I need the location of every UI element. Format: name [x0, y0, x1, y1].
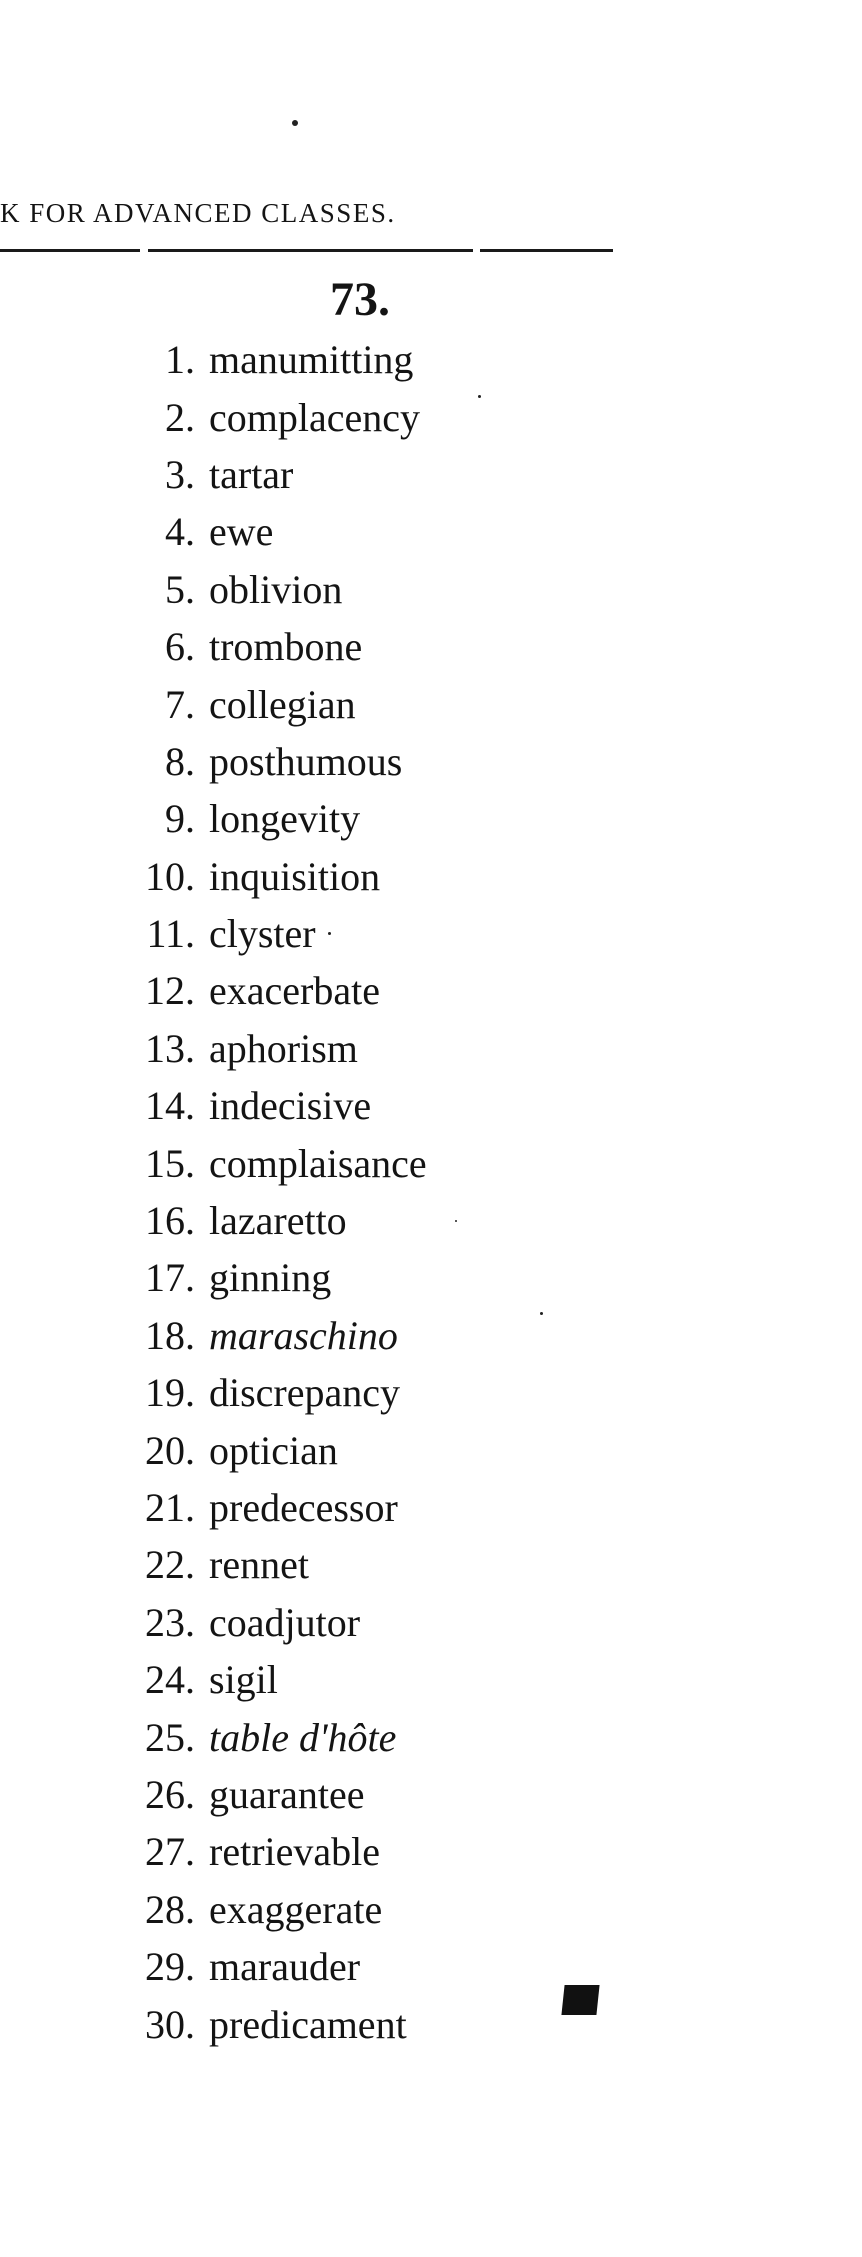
item-word: collegian: [209, 681, 356, 727]
item-word: complaisance: [209, 1140, 427, 1186]
list-item: [90, 1020, 427, 1077]
list-item: [90, 561, 427, 618]
item-number: 30.: [145, 2001, 195, 2047]
item-word: longevity: [209, 796, 361, 842]
list-item: [90, 1594, 427, 1651]
list-item: [90, 1938, 427, 1995]
item-word: clyster: [209, 911, 316, 957]
item-number: 24.: [145, 1657, 195, 1703]
item-number: 6.: [165, 624, 195, 670]
list-item: [90, 1134, 427, 1191]
ink-speck: [292, 120, 298, 126]
item-number: 16.: [145, 1198, 195, 1244]
item-number: 18.: [145, 1312, 195, 1358]
item-number: 7.: [165, 681, 195, 727]
ink-speck: [540, 1312, 543, 1315]
item-number: 25.: [145, 1714, 195, 1760]
item-word: discrepancy: [209, 1370, 401, 1416]
list-item: [90, 675, 427, 732]
item-number: 8.: [165, 738, 195, 784]
item-number: 20.: [145, 1427, 195, 1473]
list-item: [90, 848, 427, 905]
list-item: [90, 1364, 427, 1421]
item-word: oblivion: [209, 566, 343, 612]
item-number: 22.: [145, 1542, 195, 1588]
header-rule-middle: [148, 249, 473, 252]
spelling-word-list: [90, 331, 427, 2053]
item-word: sigil: [209, 1657, 278, 1703]
list-item: [90, 446, 427, 503]
item-word: guarantee: [209, 1771, 365, 1817]
item-word: predicament: [209, 2001, 407, 2047]
list-item: [90, 1479, 427, 1536]
list-item: [90, 1651, 427, 1708]
item-number: 19.: [145, 1370, 195, 1416]
item-number: 4.: [165, 509, 195, 555]
item-number: 11.: [146, 911, 195, 957]
list-item: [90, 1766, 427, 1823]
list-item: [90, 1708, 427, 1765]
item-word: inquisition: [209, 853, 381, 899]
ink-speck: [478, 395, 481, 398]
list-item: [90, 1421, 427, 1478]
list-item: [90, 1249, 427, 1306]
list-item: [90, 1823, 427, 1880]
list-item: [90, 1077, 427, 1134]
item-word: predecessor: [209, 1485, 398, 1530]
item-number: 9.: [165, 796, 195, 842]
list-item: [90, 1995, 427, 2052]
item-number: 1.: [165, 337, 195, 383]
list-item: [90, 1307, 427, 1364]
item-word: exacerbate: [209, 968, 380, 1014]
list-item: [90, 962, 427, 1019]
item-word: marauder: [209, 1944, 361, 1990]
item-number: 3.: [165, 451, 195, 497]
item-word: optician: [209, 1427, 338, 1473]
item-word: exaggerate: [209, 1886, 383, 1932]
item-word: aphorism: [209, 1025, 358, 1071]
item-word: table d'hôte: [209, 1714, 397, 1760]
item-number: 13.: [145, 1025, 195, 1071]
running-head: K FOR ADVANCED CLASSES.: [0, 198, 396, 228]
item-number: 14.: [145, 1083, 195, 1129]
list-item: [90, 790, 427, 847]
item-number: 27.: [145, 1829, 195, 1875]
item-number: 26.: [145, 1771, 195, 1817]
list-item: [90, 388, 427, 445]
item-word: rennet: [209, 1542, 309, 1588]
item-word: coadjutor: [209, 1599, 361, 1645]
item-word: complacency: [209, 394, 420, 440]
item-number: 21.: [145, 1485, 195, 1530]
list-item: [90, 733, 427, 790]
list-item: [90, 331, 427, 388]
item-number: 12.: [145, 968, 195, 1014]
item-number: 17.: [145, 1255, 195, 1301]
item-number: 29.: [145, 1944, 195, 1990]
ink-speck: [455, 1220, 457, 1222]
item-number: 10.: [145, 853, 195, 899]
list-item: [90, 1536, 427, 1593]
item-word: tartar: [209, 451, 294, 497]
item-word: ewe: [209, 509, 274, 555]
item-number: 5.: [165, 566, 195, 612]
ink-blot: [561, 1985, 599, 2015]
item-number: 28.: [145, 1886, 195, 1932]
item-word: trombone: [209, 624, 363, 670]
item-word: maraschino: [209, 1312, 398, 1358]
item-number: 15.: [145, 1140, 195, 1186]
list-item: [90, 1881, 427, 1938]
item-number: 23.: [145, 1599, 195, 1645]
list-item: [90, 905, 427, 962]
list-item: [90, 1192, 427, 1249]
item-word: retrievable: [209, 1829, 380, 1875]
list-item: [90, 503, 427, 560]
item-word: indecisive: [209, 1083, 372, 1129]
header-rule-left: [0, 249, 140, 252]
item-number: 2.: [165, 394, 195, 440]
list-item: [90, 618, 427, 675]
header-rule-right: [480, 249, 613, 252]
section-number: 73.: [330, 273, 390, 326]
item-word: ginning: [209, 1255, 332, 1301]
item-word: manumitting: [209, 337, 414, 383]
item-word: posthumous: [209, 738, 403, 784]
item-word: lazaretto: [209, 1198, 347, 1244]
